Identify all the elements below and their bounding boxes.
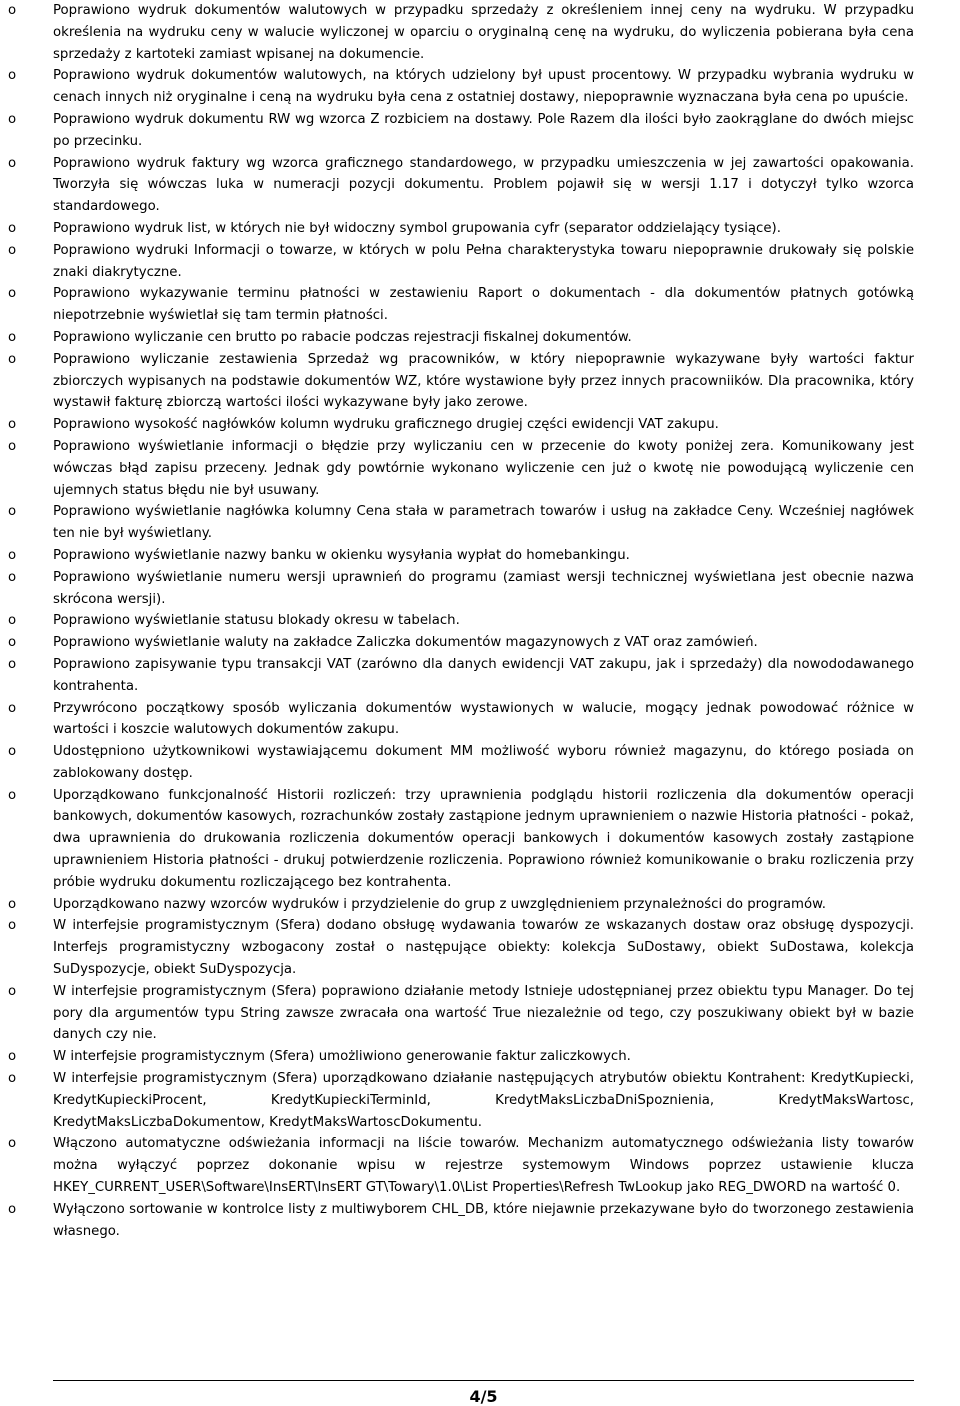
page-number: 4/5 [469, 1387, 498, 1406]
bullet-icon: o [8, 351, 17, 367]
bullet-icon: o [8, 547, 17, 563]
changelog-item [0, 741, 960, 785]
changelog-item-text: Poprawiono wysokość nagłówków kolumn wydruku graficznego drugiej części ewidencji VAT zakupu. [53, 417, 719, 433]
changelog-item-text: Poprawiono wyświetlanie nagłówka kolumny Cena stała w parametrach towarów i usług na zakładce Ceny. Wcześniej nagłówek ten nie był wyświetlany. [53, 504, 914, 542]
bullet-icon: o [8, 700, 17, 716]
changelog-item-text: Poprawiono wyświetlanie nazwy banku w okienku wysyłania wypłat do homebankingu. [53, 547, 630, 563]
changelog-item-text: W interfejsie programistycznym (Sfera) uporządkowano działanie następujących atrybutów obiektu Kontrahent: KredytKupiecki, KredytKupieckiProcent, KredytKupieckiTerminId, KredytMaksLiczbaDniSpoznienia, KredytMaksWartosc, KredytMaksLiczbaDokumentow, KredytMaksWartoscDokumentu. [53, 1071, 914, 1130]
changelog-item [0, 1068, 960, 1133]
changelog-item [0, 240, 960, 284]
changelog-item [0, 153, 960, 218]
changelog-item [0, 1199, 960, 1243]
bullet-icon: o [8, 635, 17, 651]
changelog-item [0, 349, 960, 414]
changelog-item [0, 1046, 960, 1068]
changelog-item-text: Udostępniono użytkownikowi wystawiającemu dokument MM możliwość wyboru również magazynu, do którego posiada on zablokowany dostęp. [53, 744, 914, 781]
bullet-icon: o [8, 417, 17, 433]
bullet-icon: o [8, 569, 17, 585]
changelog-item [0, 785, 960, 894]
bullet-icon: o [8, 1201, 17, 1217]
bullet-icon: o [8, 1071, 17, 1087]
changelog-item-text: Poprawiono wydruki Informacji o towarze, w których w polu Pełna charakterystyka towaru niepoprawnie drukowały się polskie znaki diakrytyczne. [53, 242, 914, 280]
changelog-item-text: Poprawiono wydruk faktury wg wzorca graficznego standardowego, w przypadku umieszczenia w jej zawartości opakowania. Tworzyła się wówczas luka w numeracji pozycji dokumentu. Problem pojawił się w wersji 1.17 i dotyczył tylko wzorca standardowego. [53, 155, 914, 215]
changelog-item [0, 632, 960, 654]
bullet-icon: o [8, 68, 17, 84]
bullet-icon: o [8, 286, 17, 302]
changelog-item-text: Poprawiono wyliczanie cen brutto po rabacie podczas rejestracji fiskalnej dokumentów. [53, 329, 632, 345]
changelog-item-text: Poprawiono wyświetlanie statusu blokady okresu w tabelach. [53, 613, 460, 629]
bullet-icon: o [8, 111, 17, 127]
changelog-item-text: Poprawiono wyświetlanie informacji o błędzie przy wyliczaniu cen w przecenie do kwoty poniżej zera. Komunikowany jest wówczas błąd zapisu przeceny. Jednak gdy powtórnie wykonano wyliczenie cen już o kwotę nie powodującą wyliczenie cen ujemnych status błędu nie był usuwany. [53, 438, 914, 498]
changelog-item [0, 283, 960, 327]
bullet-icon: o [8, 983, 17, 999]
changelog-item [0, 414, 960, 436]
changelog-item-text: Poprawiono wyświetlanie waluty na zakładce Zaliczka dokumentów magazynowych z VAT oraz zamówień. [53, 635, 758, 651]
bullet-icon: o [8, 744, 17, 760]
changelog-item-text: Poprawiono wydruk dokumentów walutowych, na których udzielony był upust procentowy. W przypadku wybrania wydruku w cenach innych niż oryginalne i ceną na wydruku była cena z ostatniej dostawy, niepoprawnie wyznaczana była cena po upuście. [53, 68, 914, 106]
changelog-item-text: Poprawiono wydruk list, w których nie był widoczny symbol grupowania cyfr (separator oddzielający tysiące). [53, 220, 781, 236]
changelog-item-text: W interfejsie programistycznym (Sfera) dodano obsługę wydawania towarów ze wskazanych dostaw oraz obsługę dyspozycji. Interfejs programistyczny wzbogacony został o następujące obiekty: kolekcja SuDostawy, obiekt SuDostawa, kolekcja SuDyspozycje, obiekt SuDyspozycja. [53, 918, 914, 978]
changelog-item-text: Uporządkowano funkcjonalność Historii rozliczeń: trzy uprawnienia podglądu historii rozliczenia dla dokumentów operacji bankowych, dokumentów kasowych, rozrachunków zostały zastąpione jednym uprawnieniem o nazwie Historia płatności - pokaż, dwa uprawnienia do drukowania rozliczenia dokumentów operacji bankowych i dokumentów kasowych zostały zastąpione uprawnieniem Historia płatności - drukuj potwierdzenie rozliczenia. Poprawiono również komunikowanie o braku rozliczenia przy próbie wydruku dokumentu rozliczającego bez kontrahenta. [53, 787, 914, 890]
changelog-item [0, 981, 960, 1046]
changelog-item [0, 0, 960, 65]
page-footer [53, 1380, 914, 1406]
bullet-icon: o [8, 787, 17, 803]
bullet-icon: o [8, 329, 17, 345]
changelog-item-text: Poprawiono wyświetlanie numeru wersji uprawnień do programu (zamiast wersji technicznej wyświetlana jest obecnie nazwa skrócona wersji). [53, 569, 914, 607]
changelog-item [0, 327, 960, 349]
changelog-item-text: Poprawiono wyliczanie zestawienia Sprzedaż wg pracowników, w który niepoprawnie wykazywane były wartości faktur zbiorczych wypisanych na podstawie dokumentów WZ, które wystawione były przez innych pracowniików. Dla pracownika, który wystawił fakturę zbiorczą wartości ilości wykazywane były jako zerowe. [53, 351, 914, 411]
changelog-item [0, 915, 960, 980]
changelog-item-text: Poprawiono wykazywanie terminu płatności w zestawieniu Raport o dokumentach - dla dokumentów płatnych gotówką niepotrzebnie wyświetlał się tam termin płatności. [53, 286, 914, 324]
bullet-icon: o [8, 3, 17, 18]
changelog-item [0, 654, 960, 698]
changelog-item [0, 698, 960, 742]
changelog-item-text: Poprawiono zapisywanie typu transakcji VAT (zarówno dla danych ewidencji VAT zakupu, jak i sprzedaży) dla nowododawanego kontrahenta. [53, 656, 914, 694]
changelog-item-text: Poprawiono wydruk dokumentu RW wg wzorca Z rozbiciem na dostawy. Pole Razem dla ilości było zaokrąglane do dwóch miejsc po przecinku. [53, 111, 914, 149]
bullet-icon: o [8, 438, 17, 454]
changelog-item [0, 567, 960, 611]
changelog-item [0, 109, 960, 153]
changelog-item [0, 1133, 960, 1198]
changelog-item-text: Włączono automatyczne odświeżania informacji na liście towarów. Mechanizm automatycznego odświeżania listy towarów można wyłączyć poprzez dokonanie wpisu w rejestrze systemowym Windows poprzez ustawienie klucza HKEY_CURRENT_USER\Software\InsERT\InsERT GT\Towary\1.0\List Properties\Refresh TwLookup jako REG_DWORD na wartość 0. [53, 1136, 914, 1196]
changelog-item [0, 894, 960, 916]
changelog-item-text: Uporządkowano nazwy wzorców wydruków i przydzielenie do grup z uwzględnieniem przynależności do programów. [53, 896, 826, 912]
bullet-icon: o [8, 896, 17, 912]
changelog-item-text: Przywrócono początkowy sposób wyliczania dokumentów wystawionych w walucie, mogący jednak powodować różnice w wartości i koszcie walutowych dokumentów zakupu. [53, 700, 914, 738]
changelog-item [0, 610, 960, 632]
bullet-icon: o [8, 220, 17, 236]
bullet-icon: o [8, 1136, 17, 1152]
changelog-item [0, 436, 960, 501]
bullet-icon: o [8, 1049, 17, 1065]
bullet-icon: o [8, 613, 17, 629]
bullet-icon: o [8, 504, 17, 520]
changelog-item [0, 218, 960, 240]
changelog-item [0, 545, 960, 567]
changelog-item [0, 501, 960, 545]
changelog-item-text: Wyłączono sortowanie w kontrolce listy z multiwyborem CHL_DB, które niejawnie przekazywane było do tworzonego zestawienia własnego. [53, 1201, 914, 1239]
changelog-item-text: W interfejsie programistycznym (Sfera) poprawiono działanie metody Istnieje udostępnianej przez obiektu typu Manager. Do tej pory dla argumentów typu String zawsze zwracała ona wartość True niezależnie od tego, czy poszukiwany obiekt był w bazie danych czy nie. [53, 983, 914, 1043]
bullet-icon: o [8, 155, 17, 171]
changelog-item-text: W interfejsie programistycznym (Sfera) umożliwiono generowanie faktur zaliczkowych. [53, 1049, 631, 1065]
bullet-icon: o [8, 918, 17, 934]
bullet-icon: o [8, 242, 17, 258]
changelog-item-text: Poprawiono wydruk dokumentów walutowych w przypadku sprzedaży z określeniem innej ceny na wydruku. W przypadku określenia na wydruku ceny w walucie wyliczonej w oparciu o oryginalną cenę na wydruku, do wyliczenia pobierana była cena sprzedaży z kartoteki zamiast wpisanej na dokumencie. [53, 3, 914, 62]
bullet-icon: o [8, 656, 17, 672]
changelog-item [0, 65, 960, 109]
